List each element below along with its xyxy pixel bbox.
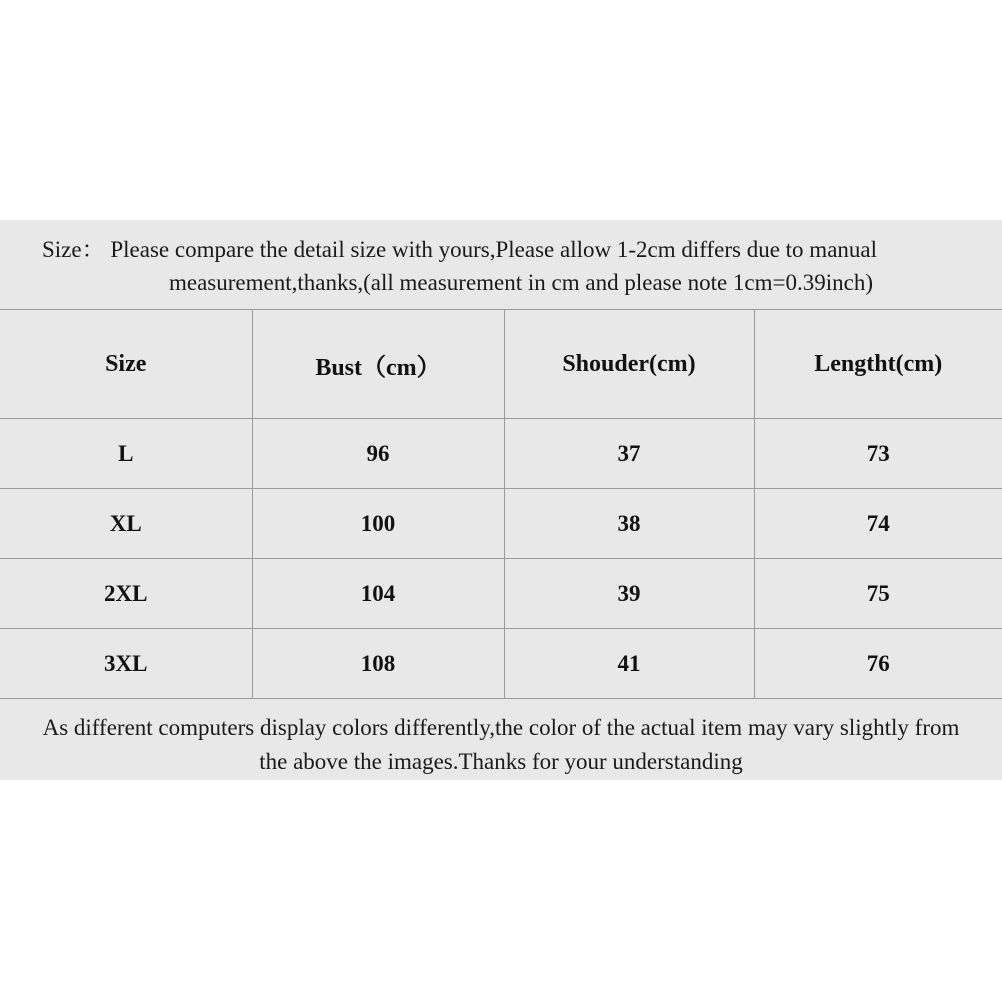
cell-length: 76: [754, 629, 1002, 699]
color-disclaimer-line-1: As different computers display colors differently,the color of the actual item may vary slightly from: [42, 715, 960, 741]
table-row: [0, 629, 1002, 699]
size-chart-panel: [0, 220, 1002, 780]
color-disclaimer-line-2: the above the images.Thanks for your understanding: [259, 748, 743, 774]
column-header-length: Lengtht(cm): [754, 310, 1002, 419]
column-header-shoulder: Shouder(cm): [504, 310, 754, 419]
cell-length: 73: [754, 419, 1002, 489]
cell-bust: 100: [252, 489, 504, 559]
cell-length: 74: [754, 489, 1002, 559]
cell-size: 3XL: [0, 629, 252, 699]
cell-size: L: [0, 419, 252, 489]
cell-size: 2XL: [0, 559, 252, 629]
cell-bust: 104: [252, 559, 504, 629]
cell-shoulder: 41: [504, 629, 754, 699]
cell-length: 75: [754, 559, 1002, 629]
cell-shoulder: 38: [504, 489, 754, 559]
size-table: [0, 309, 1002, 699]
table-row: [0, 559, 1002, 629]
measurement-note-line-2: measurement,thanks,(all measurement in cm and please note 1cm=0.39inch): [168, 269, 873, 295]
measurement-note: [0, 220, 1002, 309]
color-disclaimer-note: [0, 699, 1002, 778]
measurement-note-line-1: Size： Please compare the detail size with yours,Please allow 1-2cm differs due to manual: [42, 237, 877, 262]
cell-bust: 108: [252, 629, 504, 699]
cell-shoulder: 37: [504, 419, 754, 489]
cell-shoulder: 39: [504, 559, 754, 629]
column-header-bust: Bust（cm）: [252, 310, 504, 419]
cell-size: XL: [0, 489, 252, 559]
cell-bust: 96: [252, 419, 504, 489]
table-row: [0, 489, 1002, 559]
table-header-row: [0, 310, 1002, 419]
column-header-size: Size: [0, 310, 252, 419]
table-row: [0, 419, 1002, 489]
